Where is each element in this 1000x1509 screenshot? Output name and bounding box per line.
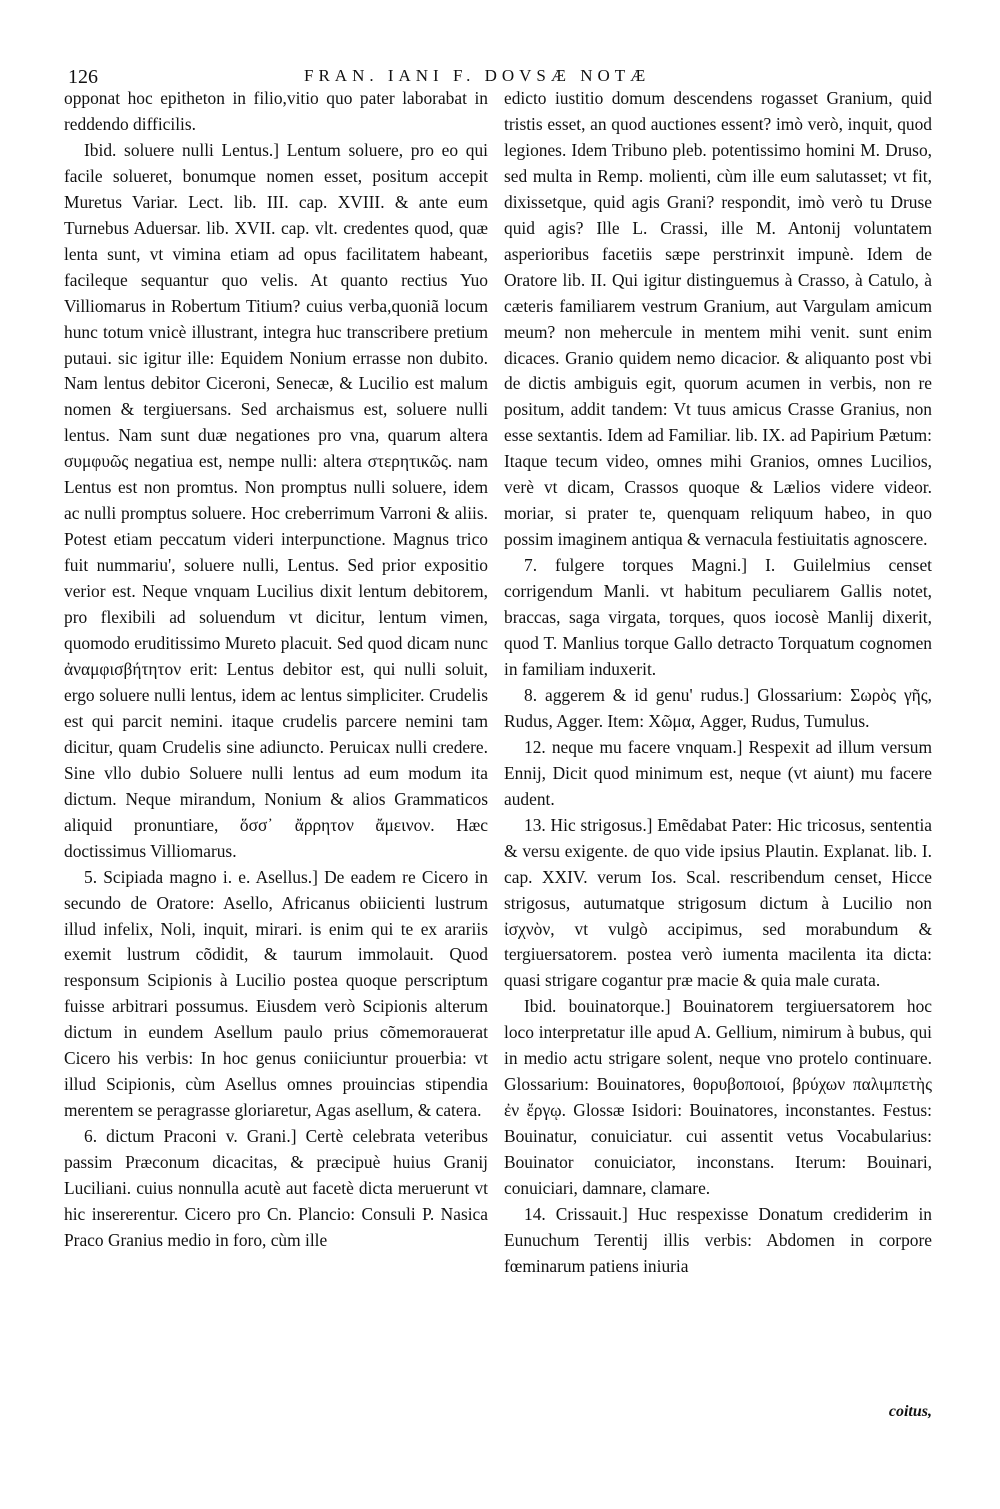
right-column-paragraph: 14. Crissauit.] Huc respexisse Donatum crediderim in Eunuchum Terentij illis verbis: Abdomen in corpore fœminarum patiens iniuria [504,1203,932,1276]
left-column-paragraph: Ibid. soluere nulli Lentus.] Lentum soluere, pro eo qui facile solueret, bonumque nomen esset, positum accepit Muretus Variar. Lect. lib. III. cap. XVIII. & ante eum Turnebus Aduersar. lib. XVII. cap. vlt. credentes quod, quæ lenta sunt, vt vimina etiam ad opus facilitatem habeant, facileque sequantur quo velis. At quanto rectius Yuo Villiomarus in Robertum Titium? cuius verba,quoniã locum hunc totum vnicè illustrant, integra huc transcribere pretium putaui. sic igitur ille: Equidem Nonium errasse non dubito. Nam lentus debitor Ciceroni, Senecæ, & Lucilio est malum nomen & tergiuersans. Sed archaismus est, soluere nulli lentus. Nam sunt duæ negationes pro vna, quarum altera συμφυῶς negatiua est, nempe nulli: altera στερητικῶς. nam Lentus est non promtus. Non promptus nulli soluere, idem ac nulli promptus soluere. Hoc creberrimum Varroni & aliis. Potest etiam peccatum videri interpunctione. Magnus trico fuit nummariu', soluere nulli, Lentus. Sed prior expositio verior est. Neque vnquam Lucilius dixit lentum debitorem, pro flexibili ad soluendum vt dicitur, lentum vimen, quomodo eruditissimo Mureto placuit. Sed quod dicam nunc ἀναμφισβήτητον erit: Lentus debitor est, qui nulli soluit, ergo soluere nulli lentus, idem ac lentus simpliciter. Crudelis est qui parcit nemini. itaque crudelis parcere nemini tam dicitur, quam Crudelis sine adiuncto. Peruicax nulli credere. Sine vllo dubio Soluere nulli lentus ad eum modum ita dictum. Neque mirandum, Nonium & alios Grammaticos aliquid pronuntiare, ὅσσ᾽ ἄρρητον ἄμεινον. Hæc doctissimus Villiomarus. [64,139,488,861]
catchword: coitus, [888,1403,932,1420]
left-column-paragraph: 5. Scipiada magno i. e. Asellus.] De eadem re Cicero in secundo de Oratore: Asello, Africanus obiicienti lustrum illud infelix, Noli, inquit, mirari. is enim qui te ex arariis exemit lustrum cõdidit, & taurum immolauit. Quod responsum Scipionis à Lucilio postea quoque perscriptum fuisse arbitrari possumus. Eiusdem verò Scipionis alterum dictum in eundem Asellum paulo prius cõmemorauerat Cicero his verbis: In hoc genus coniiciuntur prouerbia: vt illud Scipionis, cùm Asellus omnes prouincias stipendia merentem se peragrasse gloriaretur, Agas asellum, & catera. [64,866,488,1121]
running-title: FRAN. IANI F. DOVSÆ NOTÆ [304,66,651,85]
right-column-paragraph: edicto iustitio domum descendens rogasset Granium, quid tristis esset, an quod auctiones essent? imò verò, inquit, quod legiones. Idem Tribuno pleb. potentissimo homini M. Druso, sed multa in Remp. molienti, cùm ille eum salutasset; vt fit, dixissetque, quid agis Grani? respondit, imò verò tu Druse quid agis? Ille L. Crassi, ille M. Antonij voluntatem asperioribus facetiis sæpe perstrinxit impunè. Idem de Oratore lib. II. Qui igitur distinguemus à Crasso, à Catulo, à cæteris familiarem vestrum Granium, aut Vargulam amicum meum? non mehercule in mentem mihi venit. sunt enim dicaces. Granio quidem nemo dicacior. & aliquanto post vbi de dictis ambiguis egit, quorum acumen in verbis, non re positum, addit tandem: Vt tuus amicus Crasse Granius, non esse sextantis. Idem ad Familiar. lib. IX. ad Papirium Pætum: Itaque tecum video, omnes mihi Granios, omnes Lucilios, verè vt dicam, Crassos quoque & Lælios videre videor. moriar, si prater te, quenquam reliquum habeo, in quo possim imaginem antiqua & vernacula festiuitatis agnoscere. [504,88,932,550]
right-column-paragraph: 8. aggerem & id genu' rudus.] Glossarium: Σωρὸς γῆς, Rudus, Agger. Item: Χῶμα, Agger, Rudus, Tumulus. [504,684,932,731]
right-column-paragraph: 12. neque mu facere vnquam.] Respexit ad illum versum Ennij, Dicit quod minimum est, neque (vt aiunt) mu facere audent. [504,736,932,809]
right-column [504,86,932,1280]
left-column-paragraph: 6. dictum Praconi v. Grani.] Certè celebrata veteribus passim Præconum dicacitas, & præcipuè huius Granij Luciliani. cuius nonnulla acutè aut facetè dicta meruerunt vt hic insererentur. Cicero pro Cn. Plancio: Consuli P. Nasica Praco Granius medio in foro, cùm ille [64,1126,488,1250]
left-column-paragraph: opponat hoc epitheton in filio,vitio quo pater laborabat in reddendo difficilis. [64,88,488,134]
page-number: 126 [68,66,98,88]
catchword-wrap [504,1403,932,1421]
right-column-paragraph: 13. Hic strigosus.] Emẽdabat Pater: Hic tricosus, sententia & versu exigente. de quo vide ipsius Plautin. Explanat. lib. I. cap. XXIV. verum Ios. Scal. rescribendum censet, Hicce strigosus, autumatque strigosum dictum à Lucilio non ἰσχνὸν, vt vulgò accipimus, sed morabundum & tergiuersatorem. postea verò iumenta macilenta ita dicta: quasi strigare cogantur præ macie & quia male curata. [504,814,932,991]
right-column-paragraph: Ibid. bouinatorque.] Bouinatorem tergiuersatorem hoc loco interpretatur ille apud A. Gellium, nimirum à bubus, qui in medio actu strigare solent, neque vno protelo continuare. Glossarium: Bouinatores, θορυβοποιοί, βρύχων παλιμπετὴς ἐν ἔργῳ. Glossæ Isidori: Bouinatores, inconstantes. Festus: Bouinatur, conuiciatur. cui assentit vetus Vocabularius: Bouinator conuiciator, inconstans. Iterum: Bouinari, conuiciari, damnare, clamare. [504,996,932,1199]
right-column-paragraph: 7. fulgere torques Magni.] I. Guilelmius censet corrigendum Manli. vt habitum peculiarem Gallis notet, braccas, saga virgata, torques, quos iocosè Manlij dixerit, quod T. Manlius torque Gallo detracto Torquatum cognomen in familiam induxerit. [504,555,932,679]
left-column [64,86,488,1254]
